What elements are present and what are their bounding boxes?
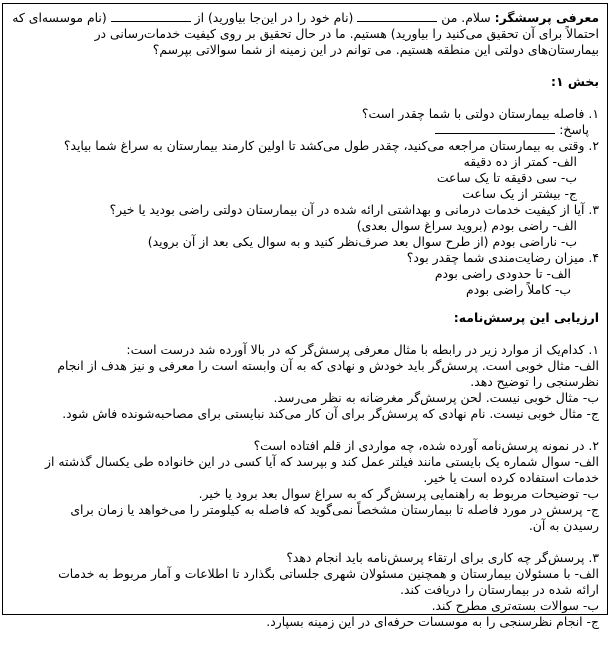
e3-option-a-line1: الف- با مسئولان بیمارستان و همچنین مسئولان شهری جلساتی بگذارد تا اطلاعات و آمار مربوط به خدمات xyxy=(58,566,599,581)
name-blank xyxy=(357,10,437,22)
q3-option-a: الف- راضی بودم (بروید سراغ سوال بعدی) xyxy=(356,218,577,233)
answer-blank xyxy=(435,122,555,134)
e1-option-c: ج- مثال خوبی نیست. نام نهادی که پرسش‌گر برای آن کار می‌کند نبایستی برای مصاحبه‌شونده فاش شود. xyxy=(62,406,599,421)
e1-option-a-line2: نظرسنجی را توضیح دهد. xyxy=(470,374,599,389)
question-1: ۱. فاصله بیمارستان دولتی با شما چقدر است؟ xyxy=(361,106,599,121)
e3-option-c: ج- انجام نظرسنجی را به موسسات حرفه‌ای در این زمینه بسپارد. xyxy=(266,614,599,629)
e3-option-a-line2: ارائه شده در بیمارستان را دریافت کند. xyxy=(400,582,599,597)
intro-line-2: احتمالاً برای آن تحقیق می‌کنید را بیاورید) هستیم. ما در حال تحقیق بر روی کیفیت خدمات‌رسانی در xyxy=(94,26,599,41)
q2-option-b: ب- سی دقیقه تا یک ساعت xyxy=(436,170,577,185)
institute-blank xyxy=(111,10,191,22)
e2-option-c-line1: ج- پرسش در مورد فاصله تا بیمارستان مشخصاً نمی‌گوید که فاصله به کیلومتر را می‌خواهد یا زمان برای xyxy=(70,502,599,517)
e2-option-a-line2: خدمات استفاده کرده است یا خیر. xyxy=(423,470,599,485)
e1-option-b: ب- مثال خوبی نیست. لحن پرسش‌گر مغرضانه به نظر می‌رسد. xyxy=(273,390,599,405)
answer-label: پاسخ: xyxy=(559,122,589,137)
eval-question-3: ۳. پرسش‌گر چه کاری برای ارتقاء پرسش‌نامه باید انجام دهد؟ xyxy=(286,550,599,565)
intro-title: معرفی پرسشگر: xyxy=(494,10,599,25)
e1-option-a-line1: الف- مثال خوبی است. پرسش‌گر باید خودش و نهادی که به آن وابسته است را معرفی و نیز هدف از انجام xyxy=(57,358,599,373)
e3-option-b: ب- سوالات بسته‌تری مطرح کند. xyxy=(431,598,599,613)
q2-option-c: ج- بیشتر از یک ساعت xyxy=(462,186,577,201)
q4-option-a: الف- تا حدودی راضی بودم xyxy=(434,266,571,281)
eval-question-2: ۲. در نمونه پرسش‌نامه آورده شده، چه مواردی از قلم افتاده است؟ xyxy=(253,438,599,453)
questionnaire-document xyxy=(2,3,608,629)
e2-option-c-line2: رسیدن به آن. xyxy=(528,518,599,533)
section1-title: بخش ۱: xyxy=(551,74,599,89)
intro-institute: (نام موسسه‌ای که xyxy=(12,10,107,25)
q3-option-b: ب- ناراضی بودم (از طرح سوال بعد صرف‌نظر کنید و به سوال یکی بعد از آن بروید) xyxy=(147,234,577,249)
e2-option-a-line1: الف- سوال شماره یک بایستی مانند فیلتر عمل کند و بپرسد که آیا کسی در این خانواده طی یکسال گذشته از xyxy=(44,454,599,469)
evaluation-title: ارزیابی این پرسش‌نامه: xyxy=(453,310,599,325)
q2-option-a: الف- کمتر از ده دقیقه xyxy=(463,154,577,169)
answer-line xyxy=(11,122,599,138)
e2-option-b: ب- توضیحات مربوط به راهنمایی پرسش‌گر که به سراغ سوال بعد برود یا خیر. xyxy=(198,486,599,501)
intro-own-name: (نام خود را در این‌جا بیاورید) از xyxy=(194,10,354,25)
question-2: ۲. وقتی به بیمارستان مراجعه می‌کنید، چقدر طول می‌کشد تا اولین کارمند بیمارستان به سراغ شما بیاید؟ xyxy=(63,138,599,153)
intro-line-3: بیمارستان‌های دولتی این منطقه هستیم. می توانم در این زمینه از شما سوالاتی بپرسم؟ xyxy=(152,42,599,57)
eval-question-1: ۱. کدام‌یک از موارد زیر در رابطه با مثال معرفی پرسش‌گر که در بالا آورده شد درست است: xyxy=(126,342,599,357)
intro-hello: سلام. من xyxy=(441,10,491,25)
q4-option-b: ب- کاملاً راضی بودم xyxy=(466,282,571,297)
intro-line-1 xyxy=(11,10,599,26)
question-3: ۳. آیا از کیفیت خدمات درمانی و بهداشتی ارائه شده در آن بیمارستان دولتی راضی بودید یا خیر؟ xyxy=(109,202,599,217)
question-4: ۴. میزان رضایت‌مندی شما چقدر بود؟ xyxy=(406,250,599,265)
